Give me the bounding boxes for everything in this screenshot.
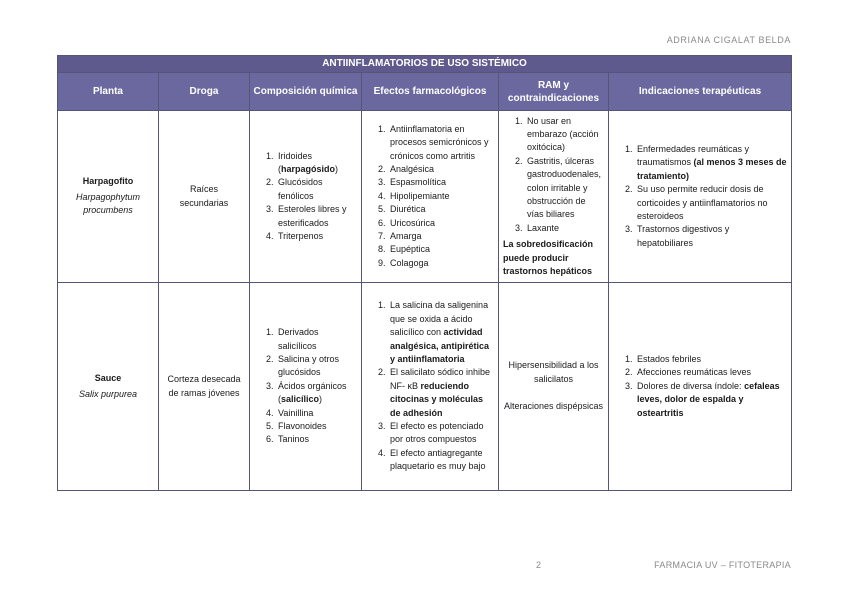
list-item [388,230,494,243]
list-item [635,353,787,366]
list-item-text: Estados febriles [637,353,702,364]
plant-name: Sauce [94,373,122,384]
list-item [388,176,494,189]
list-item-bold-text: actividad analgésica, antipirética y antiinflamatoria [390,327,490,364]
list-item-text: Enfermedades reumáticas y traumatismos [637,143,750,168]
list-item-text: ) [319,394,323,405]
column-header-planta: Planta [58,73,159,111]
indications-list [613,353,787,420]
list-item-text: Diurética [390,204,426,215]
effects-list [366,123,494,270]
list-item-text: La salicina da saligenina que se oxida a ácido salicílico con [390,300,489,338]
composition-cell [250,111,362,283]
list-item-text: No usar en embarazo (acción oxitócica) [527,115,599,153]
list-item-text: Su uso permite reducir dosis de corticoides y antiinflamatorios no esteroideos [637,184,768,221]
list-item [276,150,357,177]
list-item-text: Ácidos orgánicos ( [278,380,347,405]
page-number: 2 [536,560,542,570]
list-item-text: Iridoides ( [278,150,313,174]
list-item [276,353,357,380]
list-item [388,257,494,270]
list-item-text: Esteroles libres y esterificados [278,204,347,228]
indications-list [613,143,787,250]
list-item [525,115,604,155]
plant-cell [58,111,159,283]
drug-cell: Raíces secundarias [159,111,250,283]
list-item [388,447,494,474]
plant-latin-name: Salix purpurea [78,388,138,399]
list-item-bold-text: cefaleas leves, dolor de espalda y osteartritis [637,380,780,418]
list-item-text: Vainillina [278,407,314,418]
column-header-droga: Droga [159,73,250,111]
list-item-text: El salicilato sódico inhibe NF- κB [390,367,491,391]
list-item [388,163,494,176]
list-item-text: ) [335,163,339,174]
list-item [276,380,357,407]
list-item [525,222,604,235]
list-item-bold-text: reduciendo citocinas y moléculas de adhesión [390,380,484,418]
list-item-text: Glucósidos fenólicos [278,177,323,201]
list-item [276,230,357,243]
ram-list [503,115,604,236]
list-item-bold-text: salicílico [281,394,320,405]
header-author: ADRIANA CIGALAT BELDA [666,35,791,45]
ram-cell [499,111,609,283]
ram-warning-note: La sobredosificación puede producir trastornos hepáticos [503,239,594,277]
list-item [276,203,357,230]
effects-list [366,299,494,473]
column-header-ram: RAM y contraindicaciones [499,73,609,111]
composition-cell [250,283,362,491]
list-item-bold-text: (al menos 3 meses de tratamiento) [637,157,787,181]
plant-latin-name: Harpagophytum procumbens [75,191,141,216]
list-item-text: Antiinflamatoria en procesos semicrónicos y crónicos como artritis [390,123,489,161]
ram-line: Hipersensibilidad a los salicilatos [508,360,599,384]
table-row-sauce [58,283,792,491]
list-item-text: Amarga [390,231,422,242]
indications-cell [609,283,792,491]
list-item [635,223,787,250]
plant-cell [58,283,159,491]
column-headers [58,73,792,111]
list-item [388,203,494,216]
list-item-text: Espasmolítica [390,177,447,188]
effects-cell [362,111,499,283]
list-item-text: Salicina y otros glucósidos [278,353,340,378]
column-header-indicaciones: Indicaciones terapéuticas [609,73,792,111]
list-item-text: Gastritis, úlceras gastroduodenales, colon irritable y obstrucción de vías biliares [527,155,602,220]
list-item [276,407,357,420]
drug-cell: Corteza desecada de ramas jóvenes [159,283,250,491]
list-item [388,243,494,256]
list-item-text: Triterpenos [278,231,324,242]
indications-cell [609,111,792,283]
anti-inflammatory-table [57,55,792,491]
list-item [388,299,494,366]
effects-cell [362,283,499,491]
list-item-text: El efecto antiagregante plaquetario es muy bajo [390,447,486,472]
list-item [388,217,494,230]
list-item-text: Dolores de diversa índole: [637,380,745,391]
list-item-text: Afecciones reumáticas leves [637,367,752,378]
list-item [276,420,357,433]
list-item [388,190,494,203]
composition-list [254,150,357,244]
table-title: ANTIINFLAMATORIOS DE USO SISTÉMICO [58,56,792,73]
ram-line: Alteraciones dispépsicas [503,401,604,412]
list-item-text: Analgésica [390,163,435,174]
table-row-harpagofito [58,111,792,283]
list-item [525,155,604,222]
list-item [276,326,357,353]
list-item-text: Flavonoides [278,421,327,432]
list-item [388,420,494,447]
list-item [635,380,787,420]
column-header-composicion: Composición química [250,73,362,111]
list-item-bold-text: harpagósido [281,163,336,174]
composition-list [254,326,357,447]
list-item-text: Colagoga [390,257,429,268]
list-item-text: Trastornos digestivos y hepatobiliares [637,224,730,248]
list-item [635,143,787,183]
list-item-text: Uricosúrica [390,217,436,228]
list-item [635,366,787,379]
list-item-text: Laxante [527,222,560,233]
list-item [276,433,357,446]
list-item-text: Hipolipemiante [390,190,450,201]
list-item [388,366,494,420]
list-item-text: Derivados salicílicos [278,327,319,351]
ram-cell [499,283,609,491]
list-item [635,183,787,223]
list-item [276,176,357,203]
list-item-text: Eupéptica [390,244,431,255]
list-item-text: El efecto es potenciado por otros compuestos [390,421,484,445]
plant-name: Harpagofito [82,176,134,187]
column-header-efectos: Efectos farmacológicos [362,73,499,111]
list-item [388,123,494,163]
footer-label: FARMACIA UV – FITOTERAPIA [654,560,791,570]
list-item-text: Taninos [278,434,310,445]
